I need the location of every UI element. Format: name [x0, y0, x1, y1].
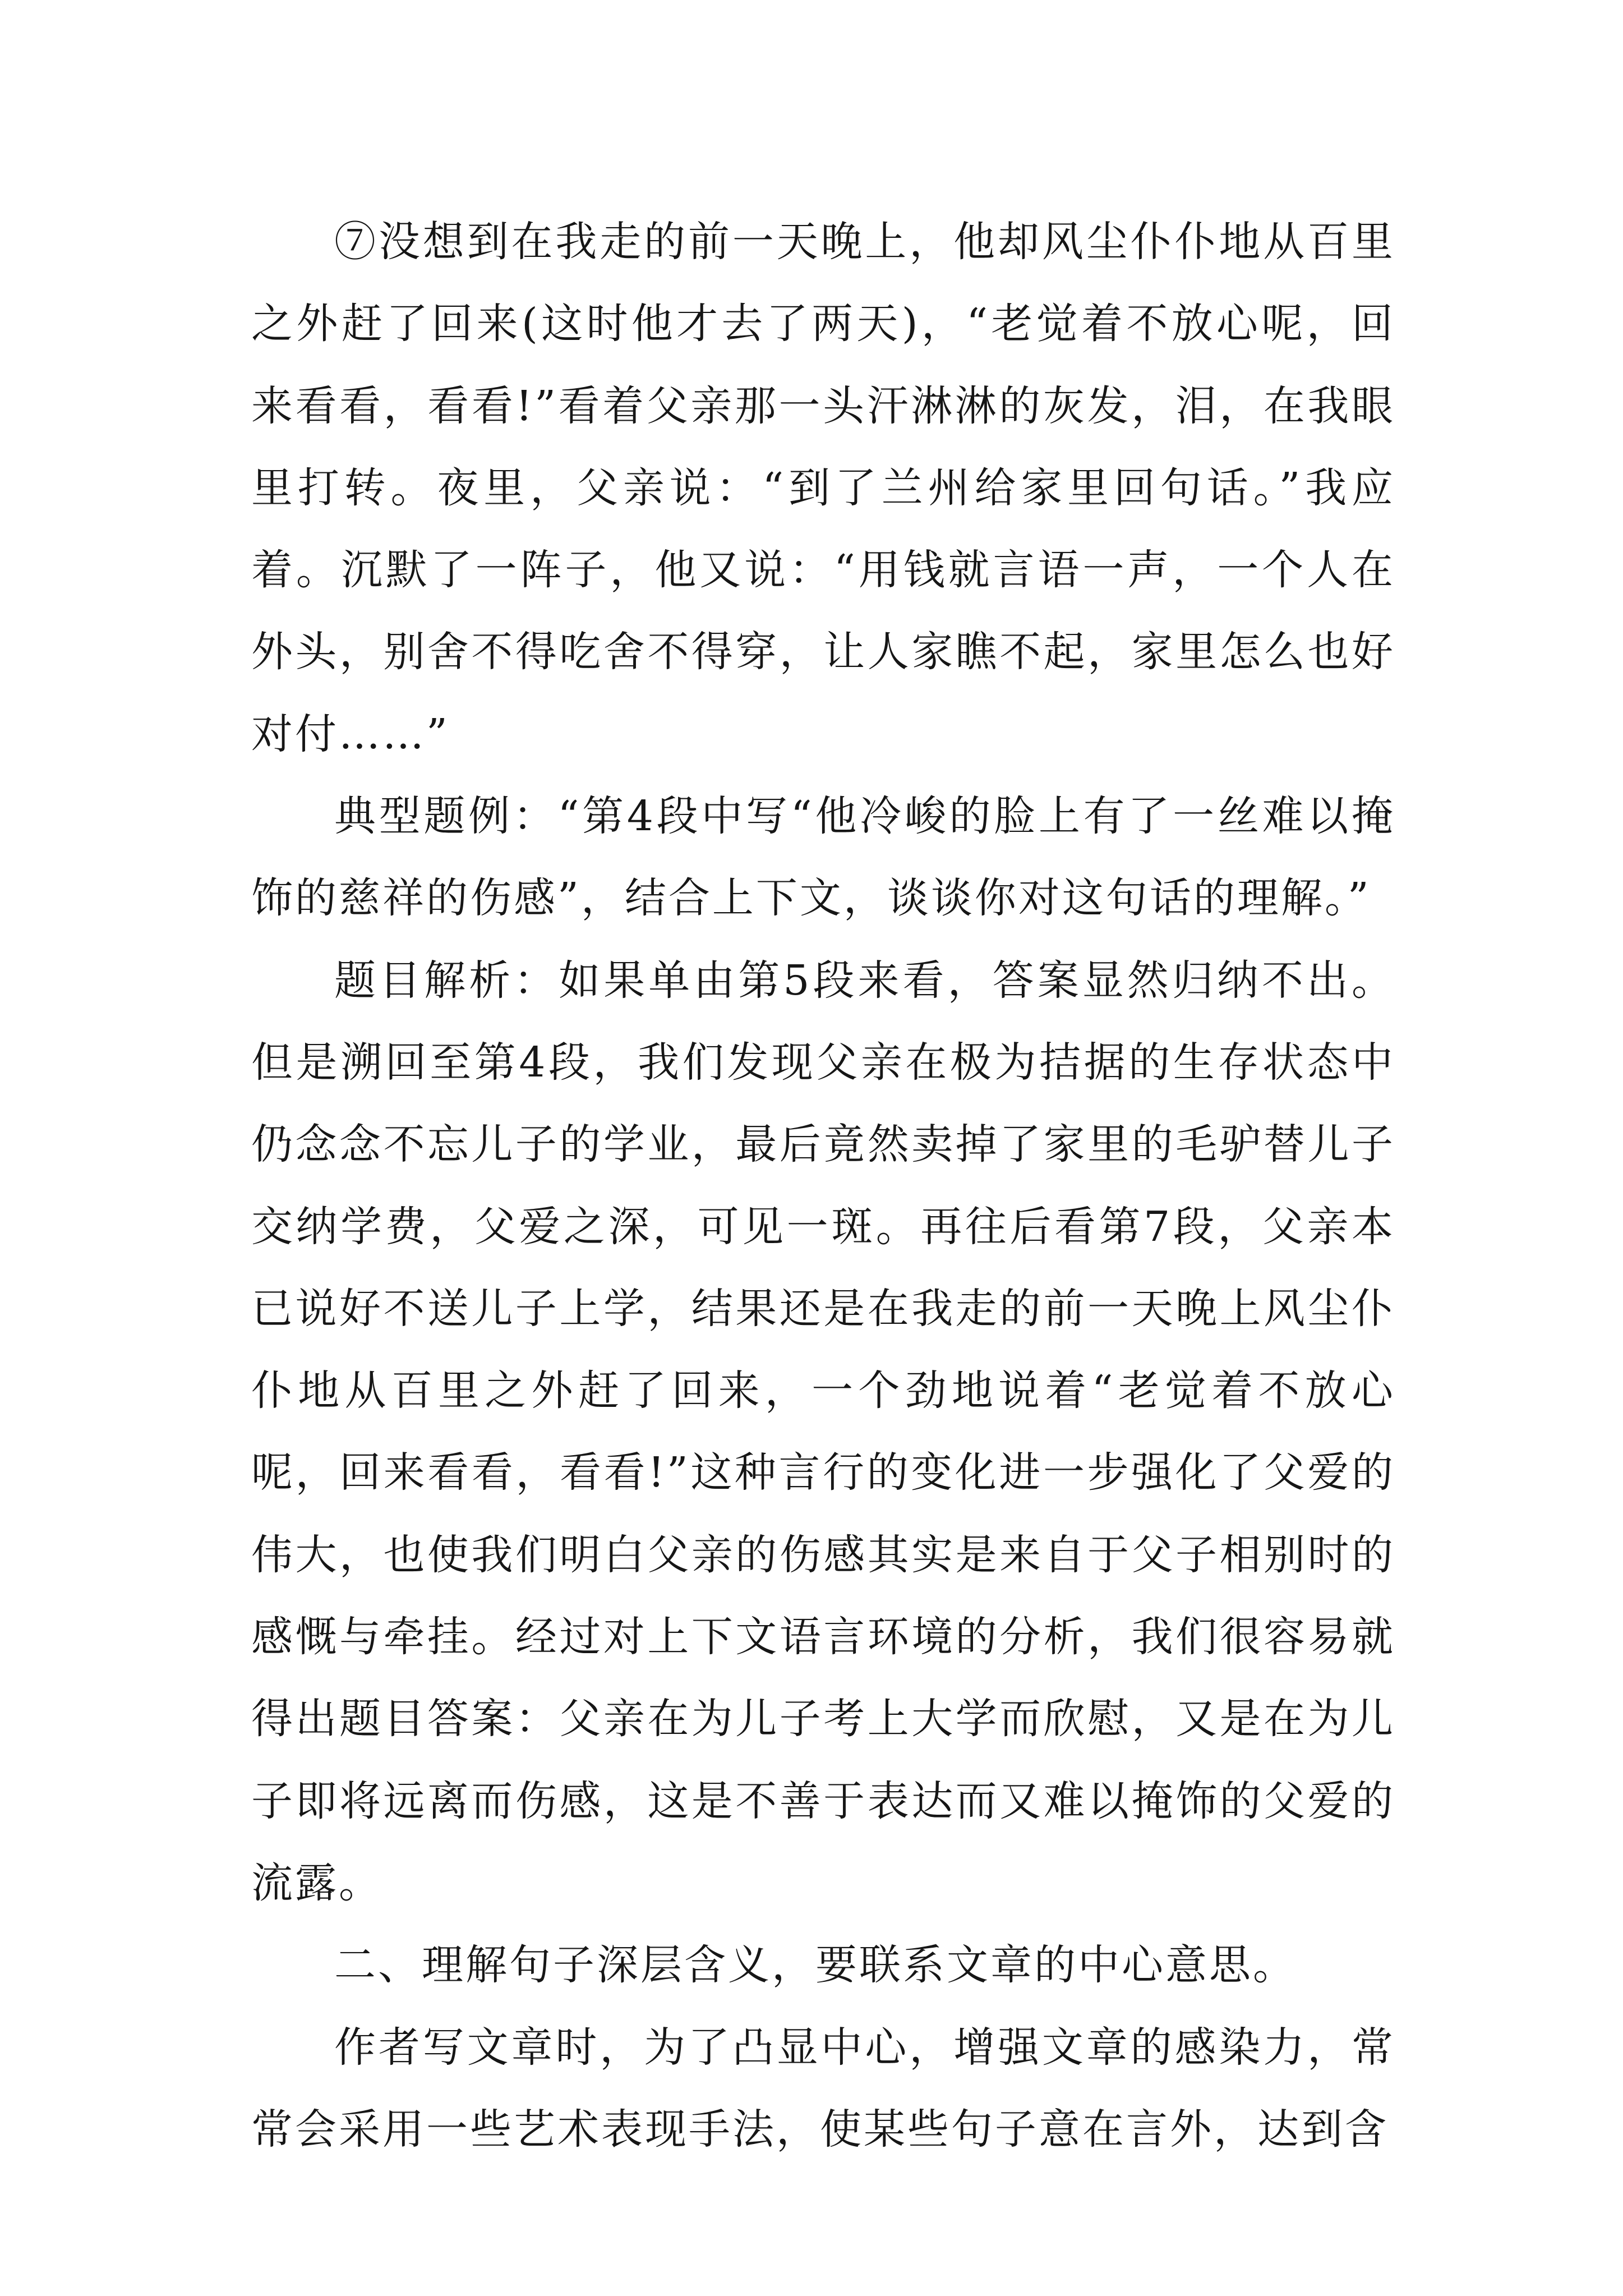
- paragraph-typical-question: 典型题例：“第4段中写“他冷峻的脸上有了一丝难以掩饰的慈祥的伤感”，结合上下文，谈谈你对这句话的理解。”: [251, 792, 1395, 923]
- paragraph-author-technique: 作者写文章时，为了凸显中心，增强文章的感染力，常常会采用一些艺术表现手法，使某些句子意在言外，达到含: [251, 2023, 1395, 2154]
- section-heading-two: 二、理解句子深层含义，要联系文章的中心意思。: [334, 1941, 1297, 1990]
- paragraph-question-analysis: 题目解析：如果单由第5段来看，答案显然归纳不出。但是溯回至第4段，我们发现父亲在极为拮据的生存状态中仍念念不忘儿子的学业，最后竟然卖掉了家里的毛驴替儿子交纳学费，父爱之深，可见一斑。再往后看第7段，父亲本已说好不送儿子上学，结果还是在我走的前一天晚上风尘仆仆地从百里之外赶了回来，一个劲地说着“老觉着不放心呢，回来看看，看看!”这种言行的变化进一步强化了父爱的伟大，也使我们明白父亲的伤感其实是来自于父子相别时的感慨与牵挂。经过对上下文语言环境的分析，我们很容易就得出题目答案：父亲在为儿子考上大学而欣慰，又是在为儿子即将远离而伤感，这是不善于表达而又难以掩饰的父爱的流露。: [251, 956, 1395, 1907]
- body-text: [251, 201, 1395, 2170]
- paragraph-father-returns: ⑦没想到在我走的前一天晚上，他却风尘仆仆地从百里之外赶了回来(这时他才去了两天)，“老觉着不放心呢，回来看看，看看!”看着父亲那一头汗淋淋的灰发，泪，在我眼里打转。夜里，父亲说：“到了兰州给家里回句话。”我应着。沉默了一阵子，他又说：“用钱就言语一声，一个人在外头，别舍不得吃舍不得穿，让人家瞧不起，家里怎么也好对付……”: [251, 218, 1395, 758]
